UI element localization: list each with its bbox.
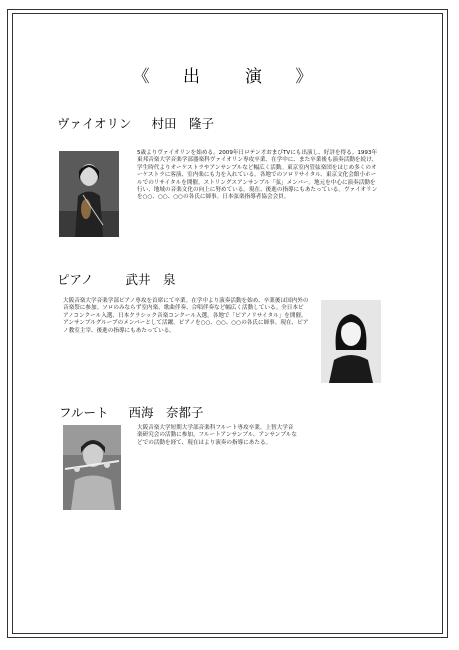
performer-heading-flute — [59, 403, 204, 421]
performer-role: ピアノ — [57, 272, 94, 287]
performer-heading-piano — [57, 270, 176, 288]
performer-role: フルート — [59, 405, 109, 420]
performer-role: ヴァイオリン — [57, 116, 132, 131]
violinist-portrait-icon — [59, 151, 119, 237]
flutist-portrait-icon — [63, 425, 121, 510]
performer-bio: 5歳よりヴァイオリンを始める。2009年日ロテン才おまびTVにも出演し、好評を得る。1993年東邦音楽大学音楽学部器楽科ヴァイオリン専攻卒業、在学中に、また卒業後も演奏活動を続け、学生時代よりオーケストラやアンサンブルなど幅広く活動。東京室内管弦楽団をはじめ多くのオーケストラに客演、室内楽にも力を入れている。各地でのソロリサイタル、東京文化会館小ホールでのリサイタルを開催。ストリングスアンサンブル「弦」メンバー。地元を中心に演奏活動を行い、地域の音楽文化の向上に努めている。現在、後進の指導にもあたっている。ヴァイオリンを○○、○○、○○の各氏に師事。日本弦楽指導者協会会員。 — [137, 150, 378, 201]
page-title: 《 出 演 》 — [132, 67, 327, 87]
performer-heading-violin — [57, 114, 214, 132]
performer-name: 西海 奈都子 — [128, 405, 204, 420]
performer-bio: 大阪音楽大学音楽学部ピアノ専攻を首席にて卒業。在学中より演奏活動を始め、卒業後は国内外の音楽祭に参加。ソロのみならず室内楽、歌曲伴奏、合唱伴奏など幅広く活動している。全日本ピアノコンクール入選、日本クラシック音楽コンクール入選。各地で「ピアノリサイタル」を開催。アンサンブルグループのメンバーとして活躍。ピアノを○○、○○、○○の各氏に師事。現在、ピアノ教室主宰、後進の指導にもあたっている。 — [63, 298, 309, 334]
performer-name: 武井 泉 — [125, 272, 176, 287]
pianist-portrait-icon — [321, 300, 381, 383]
flutist-photo — [63, 425, 121, 510]
violinist-photo — [59, 151, 119, 237]
pianist-photo — [321, 300, 381, 383]
performer-name: 村田 隆子 — [151, 116, 214, 131]
performer-bio: 大阪音楽大学短期大学部音楽科フルート専攻卒業。上智大学音楽研究会の活動に参加。フルートアンサンブル、アンサンブルなどでの活動を経て、現在はより演奏の指導にあたる。 — [137, 425, 297, 446]
